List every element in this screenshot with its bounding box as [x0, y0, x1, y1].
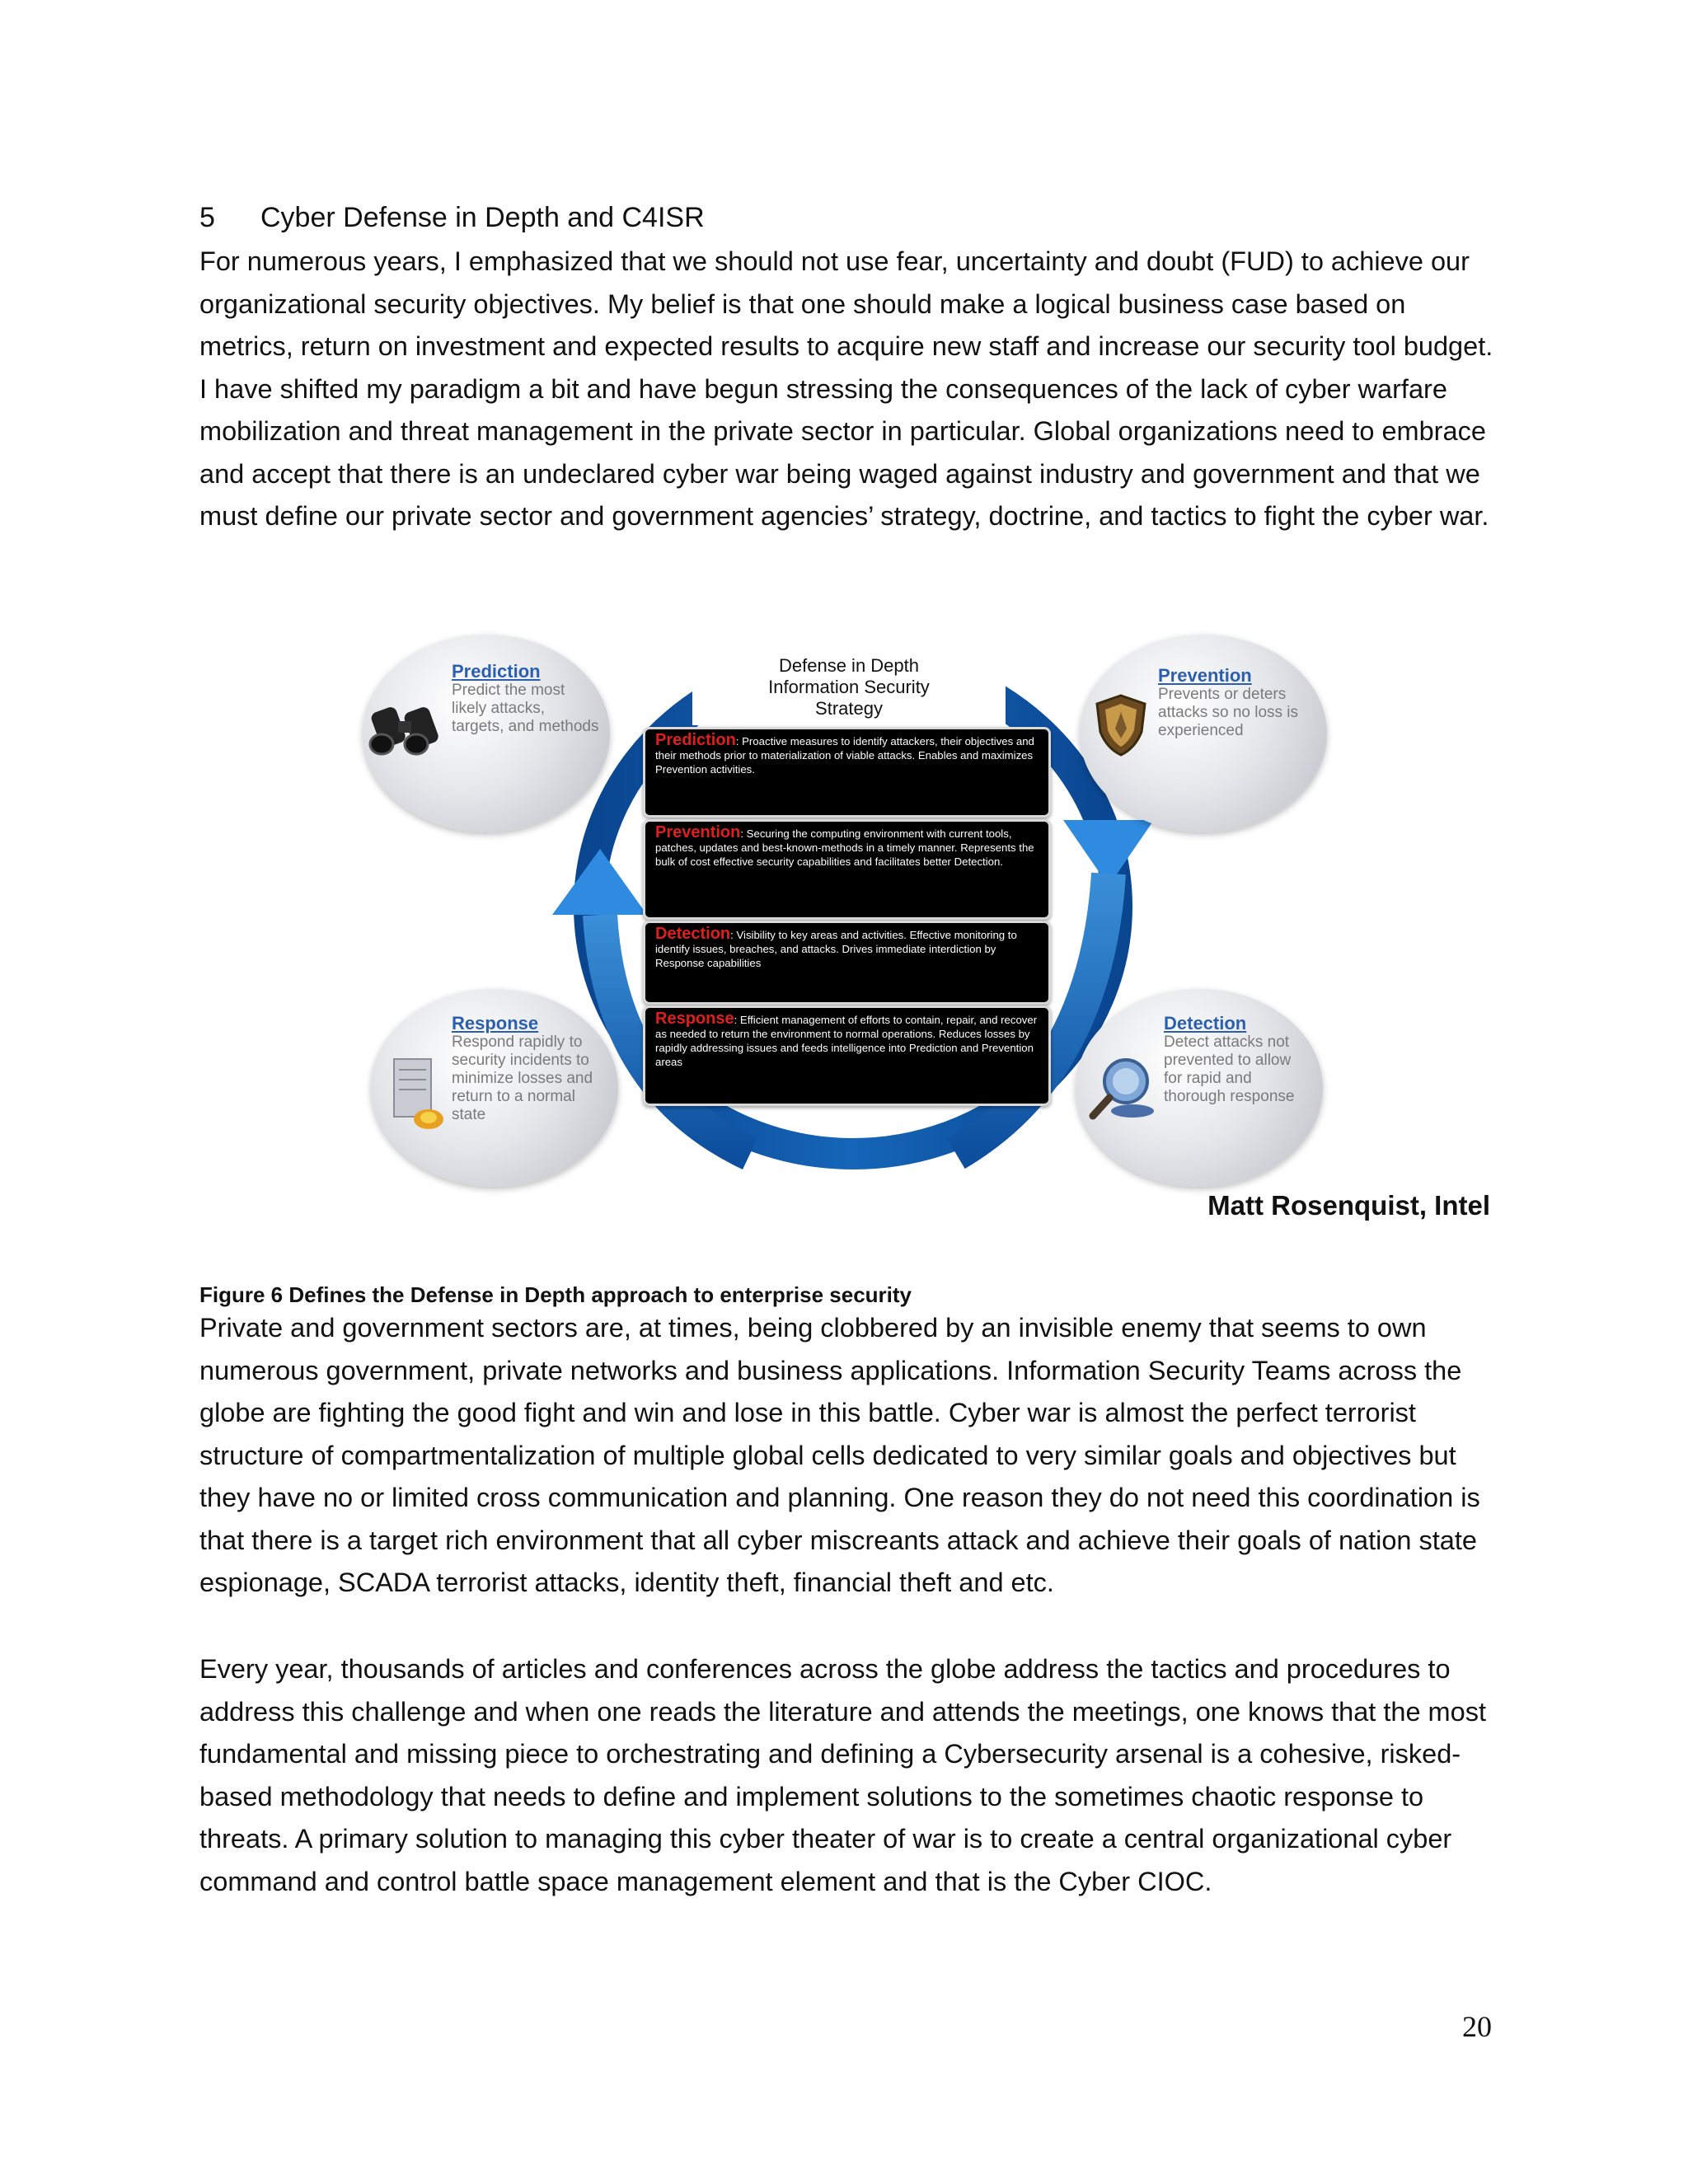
- detection-box-text: : Visibility to key areas and activities. Effective monitoring to identify issues, breaches, and attacks. Drives immediate interdiction by Response capabilities: [655, 929, 1017, 969]
- page-number: 20: [1462, 2010, 1492, 2043]
- paragraph-intro: For numerous years, I emphasized that we should not use fear, uncertainty and doubt (FUD) to achieve our organizational security objectives. My belief is that one should make a logical business case based on metrics, return on investment and expected results to acquire new staff and increase our security tool budget. I have shifted my paradigm a bit and have begun stressing the consequences of the lack of cyber warfare mobilization and threat management in the private sector in particular. Global organizations need to embrace and accept that there is an undeclared cyber war being waged against industry and government and that we must define our private sector and government agencies’ strategy, doctrine, and tactics to fight the cyber war.: [199, 246, 1493, 531]
- figure-caption: Figure 6 Defines the Defense in Depth approach to enterprise security: [199, 1282, 912, 1307]
- arrow-head-left: [552, 849, 647, 915]
- diagram-title-line2: Information Security: [768, 677, 930, 697]
- shield-icon: [1092, 692, 1150, 758]
- detection-circle-text: [1164, 1014, 1312, 1106]
- magnifier-globe-icon: [1086, 1055, 1160, 1121]
- prevention-box: [643, 819, 1051, 920]
- response-circle-desc: Respond rapidly to security incidents to minimize losses and return to a normal state: [452, 1033, 593, 1123]
- prevention-circle-title: Prevention: [1158, 665, 1252, 686]
- response-box-title: Response: [655, 1010, 734, 1028]
- server-fire-icon: [387, 1055, 449, 1133]
- prevention-circle-text: [1158, 666, 1306, 740]
- prediction-box-text: : Proactive measures to identify attackers, their objectives and their methods prior to materialization of viable attacks. Enables and maximizes Prevention activities.: [655, 735, 1034, 776]
- defense-in-depth-figure: [363, 626, 1343, 1187]
- section-number: 5: [199, 202, 215, 233]
- paragraph-every-year: Every year, thousands of articles and conferences across the globe address the tactics and procedures to address this challenge and when one reads the literature and attends the meetings, one knows that the most fundamental and missing piece to orchestrating and defining a Cybersecurity arsenal is a cohesive, risked-based methodology that needs to define and implement solutions to the sometimes chaotic response to threats. A primary solution to managing this cyber theater of war is to create a central organizational cyber command and control battle space management element and that is the Cyber CIOC.: [199, 1654, 1486, 1896]
- diagram-title: [692, 655, 1006, 719]
- prevention-circle-desc: Prevents or deters attacks so no loss is experienced: [1158, 686, 1299, 739]
- prevention-box-text: : Securing the computing environment with current tools, patches, updates and best-known-methods in a timely manner. Represents the bulk of cost effective security capabilities and facilitates better Detection.: [655, 827, 1034, 868]
- diagram-title-line3: Strategy: [815, 698, 883, 719]
- section-title: Cyber Defense in Depth and C4ISR: [260, 202, 705, 233]
- prevention-box-title: Prevention: [655, 823, 741, 841]
- prediction-circle-title: Prediction: [452, 661, 541, 682]
- response-circle-title: Response: [452, 1013, 539, 1033]
- section-heading: [199, 202, 705, 234]
- response-box-text: : Efficient management of efforts to contain, repair, and recover as needed to return the environment to normal operations. Reduces losses by rapidly addressing issues and feeds intelligence into Prediction and Prevention areas: [655, 1014, 1038, 1068]
- detection-box-title: Detection: [655, 925, 731, 943]
- figure-credit: Matt Rosenquist, Intel: [1207, 1190, 1490, 1221]
- prediction-box: [643, 727, 1051, 818]
- detection-circle-title: Detection: [1164, 1013, 1247, 1033]
- response-circle-text: [452, 1014, 600, 1124]
- detection-box: [643, 921, 1051, 1005]
- prediction-circle-text: [452, 662, 600, 736]
- diagram-title-line1: Defense in Depth: [779, 655, 919, 676]
- detection-circle-desc: Detect attacks not prevented to allow for rapid and thorough response: [1164, 1033, 1295, 1105]
- response-box: [643, 1005, 1051, 1106]
- prediction-box-title: Prediction: [655, 731, 736, 749]
- paragraph-private-government: Private and government sectors are, at times, being clobbered by an invisible enemy that seems to own numerous government, private networks and business applications. Information Security Teams across the globe are fighting the good fight and win and lose in this battle. Cyber war is almost the perfect terrorist structure of compartmentalization of multiple global cells dedicated to very similar goals and objectives but they have no or limited cross communication and planning. One reason they do not need this coordination is that there is a target rich environment that all cyber miscreants attack and achieve their goals of nation state espionage, SCADA terrorist attacks, identity theft, financial theft and etc.: [199, 1313, 1480, 1597]
- binoculars-icon: [367, 696, 449, 762]
- prediction-circle-desc: Predict the most likely attacks, targets, and methods: [452, 682, 599, 735]
